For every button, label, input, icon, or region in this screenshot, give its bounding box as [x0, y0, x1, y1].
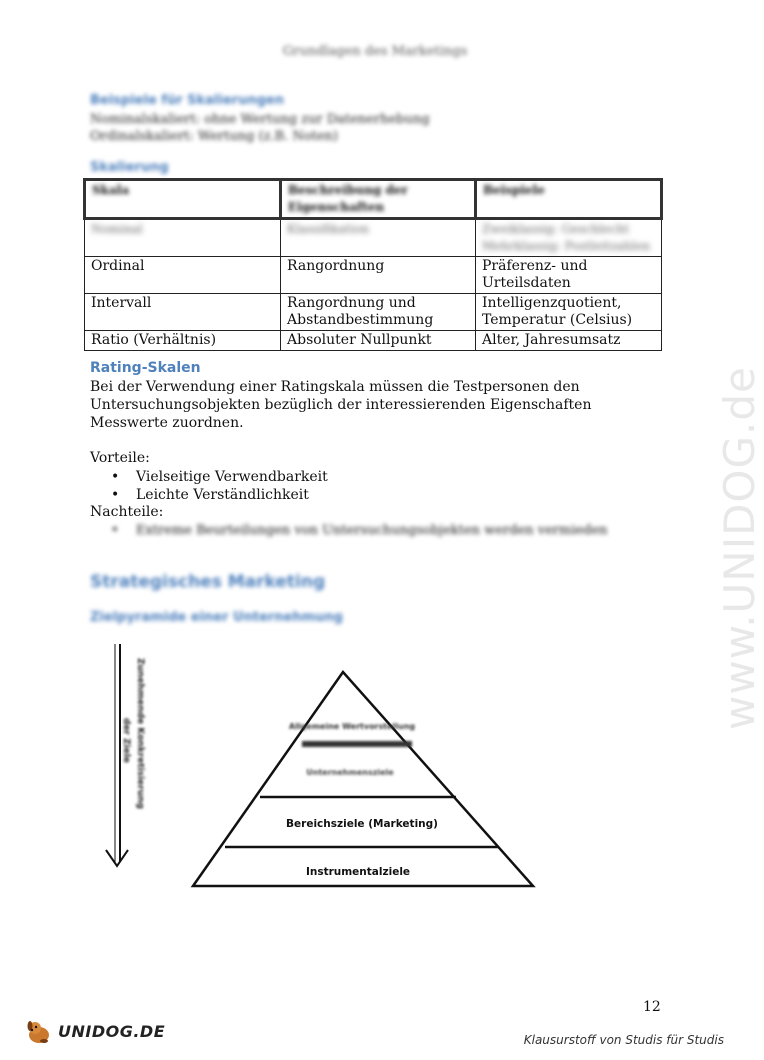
table-cell: Ordinal [85, 257, 281, 294]
table-cell: Ratio (Verhältnis) [85, 331, 281, 351]
logo-text: UNIDOG.DE [58, 1021, 166, 1041]
table-header-cell: Beispiele [476, 180, 662, 219]
cons-list [90, 522, 608, 540]
table-cell: Rangordnung und Abstandbestimmung [281, 294, 476, 331]
arrow-label-line-2: der Ziele [121, 718, 131, 764]
table-cell: Rangordnung [281, 257, 476, 294]
table-cell: Intelligenzquotient, Temperatur (Celsius) [476, 294, 662, 331]
unidog-logo [24, 1016, 165, 1046]
table-row [85, 219, 662, 257]
pyramid-level-label: Instrumentalziele [305, 866, 411, 878]
arrow-label-line-1: Zunehmende Konkretisierung [135, 658, 145, 809]
strategic-heading: Strategisches Marketing [90, 572, 326, 592]
pyramid-level-label: Unternehmensziele [306, 768, 394, 777]
cons-label: Nachteile: [90, 504, 164, 520]
examples-line-2: Ordinalskaliert: Wertung (z.B. Noten) [90, 129, 338, 144]
table-header-row [85, 180, 662, 219]
table-cell: Nominal [85, 219, 281, 257]
table-header-cell: Skala [85, 180, 281, 219]
table-header-cell: Beschreibung der Eigenschaften [281, 180, 476, 219]
examples-heading: Beispiele für Skalierungen [90, 93, 284, 108]
pros-list [90, 468, 328, 504]
footer-tagline: Klausurstoff von Studis für Studis [523, 1033, 724, 1047]
table-cell: Alter, Jahresumsatz [476, 331, 662, 351]
table-cell: Intervall [85, 294, 281, 331]
list-item: • Vielseitige Verwendbarkeit [136, 468, 328, 486]
pyramid-level-label: Bereichsziele (Marketing) [286, 818, 438, 830]
watermark: www.UNIDOG.de [715, 366, 764, 730]
scaling-table [83, 178, 663, 351]
table-cell: Klassifikation [281, 219, 476, 257]
pyramid-level-label: Allgemeine Wertvorstellung [288, 722, 416, 731]
table-row [85, 257, 662, 294]
running-header: Grundlagen des Marketings [282, 44, 468, 59]
strategic-subheading: Zielpyramide einer Unternehmung [90, 610, 343, 625]
table-cell: Zweiklassig: Geschlecht Mehrklassig: Postleitzahlen [476, 219, 662, 257]
pros-label: Vorteile: [90, 450, 150, 466]
table-cell: Präferenz- und Urteilsdaten [476, 257, 662, 294]
rating-heading: Rating-Skalen [90, 360, 201, 376]
list-item: • Leichte Verständlichkeit [136, 486, 328, 504]
page-number: 12 [643, 999, 661, 1015]
pyramid-shape [193, 672, 533, 886]
table-row [85, 331, 662, 351]
table-row [85, 294, 662, 331]
table-cell: Absoluter Nullpunkt [281, 331, 476, 351]
dog-icon [24, 1016, 54, 1046]
list-item: • Extreme Beurteilungen von Untersuchungsobjekten werden vermieden [136, 522, 608, 540]
examples-line-1: Nominalskaliert: ohne Wertung zur Datenerhebung [90, 112, 430, 127]
goal-pyramid-diagram [90, 640, 550, 900]
scaling-heading: Skalierung [90, 160, 169, 175]
rating-paragraph: Bei der Verwendung einer Ratingskala müssen die Testpersonen den Untersuchungsobjekten bezüglich der interessierenden Eigenschaften Messwerte zuordnen. [90, 379, 592, 431]
